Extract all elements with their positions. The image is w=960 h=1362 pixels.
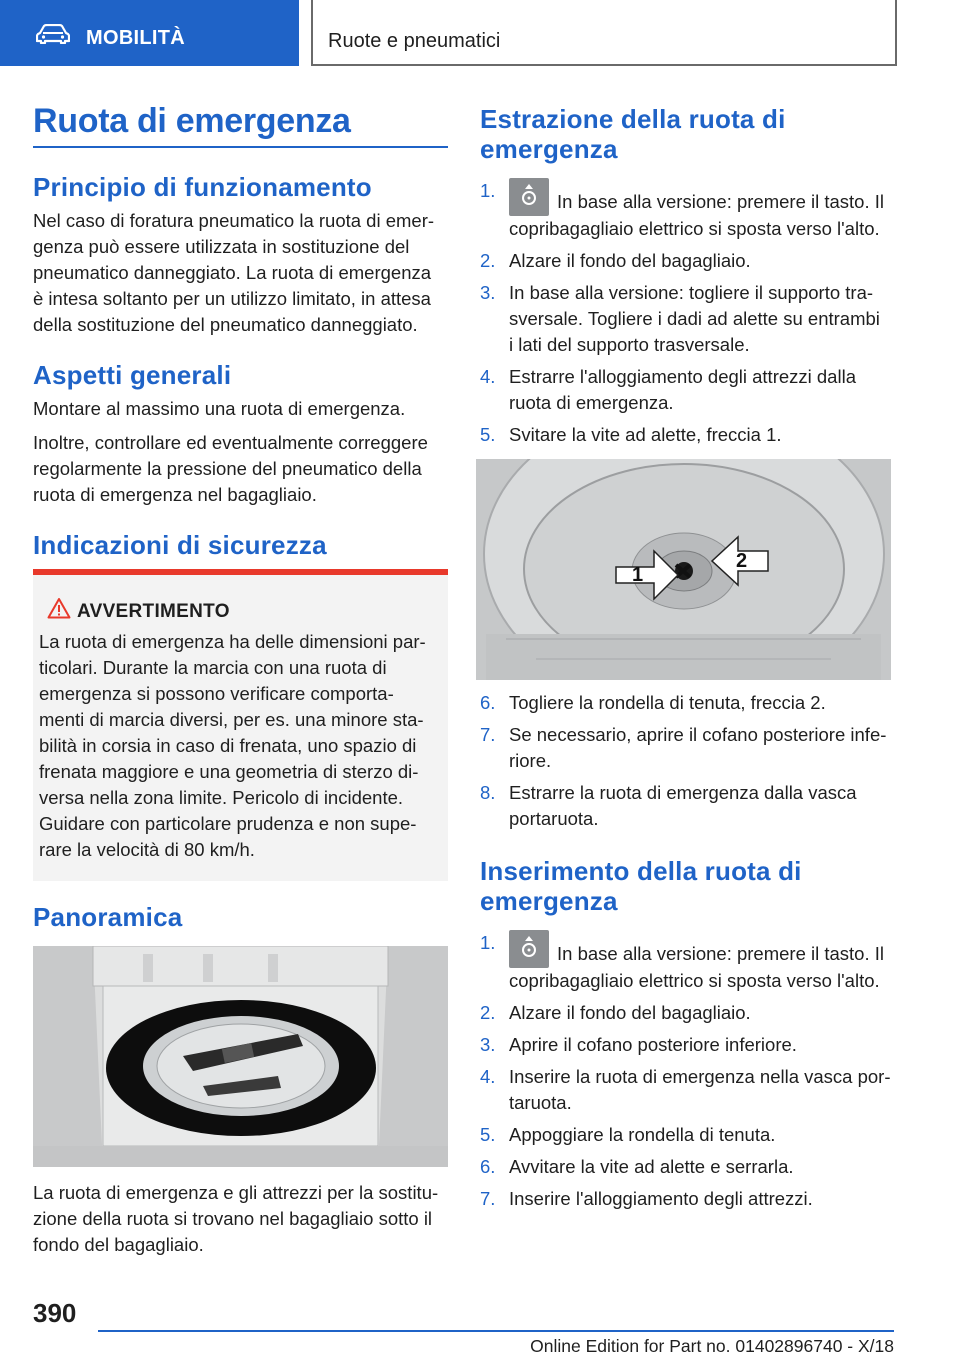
- text-line: pneumatico danneggiato. La ruota di emergenza: [33, 262, 432, 283]
- car-icon: [36, 24, 70, 44]
- list-item: [480, 930, 900, 994]
- heading-principio: Principio di funzionamento: [33, 172, 372, 202]
- page-number: 390: [33, 1298, 77, 1328]
- text-line: è intesa soltanto per un utilizzo limitato, in attesa: [33, 288, 431, 309]
- step-text: riore.: [509, 750, 552, 771]
- step-number: 8.: [480, 782, 496, 803]
- section-label: MOBILITÀ: [86, 27, 186, 49]
- list-item: [480, 1186, 900, 1212]
- inserimento-steps: [480, 930, 900, 1218]
- panoramica-caption: [33, 1180, 453, 1258]
- text-line: Guidare con particolare prudenza e non supe-: [39, 813, 417, 834]
- list-item: [480, 248, 900, 274]
- step-text: Se necessario, aprire il cofano posteriore infe-: [509, 724, 887, 745]
- text-line: Nel caso di foratura pneumatico la ruota di emer-: [33, 210, 435, 231]
- breadcrumb-text: Ruote e pneumatici: [328, 30, 501, 52]
- text-line: ruota di emergenza nel bagagliaio.: [33, 484, 317, 505]
- aspetti-text: [33, 396, 453, 508]
- step-text: Togliere la rondella di tenuta, freccia 2.: [509, 692, 826, 713]
- step-text: Avvitare la vite ad alette e serrarla.: [509, 1156, 794, 1177]
- text-line: La ruota di emergenza e gli attrezzi per la sostitu-: [33, 1182, 439, 1203]
- text-line: Inoltre, controllare ed eventualmente correggere: [33, 432, 428, 453]
- trunk-button-key-icon: [509, 178, 549, 216]
- step-text: ruota di emergenza.: [509, 392, 674, 413]
- list-item: [480, 280, 900, 358]
- text-line: rare la velocità di 80 km/h.: [39, 839, 255, 860]
- step-text: sversale. Togliere i dadi ad alette su entrambi: [509, 308, 880, 329]
- list-item: [480, 1154, 900, 1180]
- warning-box: [33, 569, 448, 881]
- footer-divider: [98, 1330, 894, 1332]
- heading-line: Estrazione della ruota di: [480, 104, 786, 134]
- step-text: i lati del supporto trasversale.: [509, 334, 750, 355]
- step-text: Alzare il fondo del bagagliaio.: [509, 250, 751, 271]
- text-line: versa nella zona limite. Pericolo di incidente.: [39, 787, 404, 808]
- step-text: Appoggiare la rondella di tenuta.: [509, 1124, 776, 1145]
- breadcrumb: [311, 0, 897, 66]
- text-line: frenata maggiore e una geometria di sterzo di-: [39, 761, 419, 782]
- step-number: 1.: [480, 932, 496, 953]
- step-text: Alzare il fondo del bagagliaio.: [509, 1002, 751, 1023]
- trunk-spare-wheel-image: [33, 946, 448, 1167]
- warning-triangle-icon: [47, 597, 71, 619]
- heading-estrazione: [480, 104, 900, 164]
- heading-inserimento: [480, 856, 900, 916]
- step-number: 4.: [480, 1066, 496, 1087]
- heading-line: emergenza: [480, 886, 618, 916]
- text-line: menti di marcia diversi, per es. una minore sta-: [39, 709, 424, 730]
- list-item: [480, 1122, 900, 1148]
- heading-line: emergenza: [480, 134, 618, 164]
- step-number: 6.: [480, 692, 496, 713]
- list-item: [480, 422, 900, 448]
- text-line: regolarmente la pressione del pneumatico della: [33, 458, 422, 479]
- estrazione-steps-a: [480, 178, 900, 454]
- heading-aspetti: Aspetti generali: [33, 360, 232, 390]
- step-text: copribagagliaio elettrico si sposta verso l'alto.: [509, 970, 880, 991]
- page-title: Ruota di emergenza: [33, 102, 351, 140]
- trunk-button-key-icon: [509, 930, 549, 968]
- step-number: 6.: [480, 1156, 496, 1177]
- step-text: Estrarre la ruota di emergenza dalla vasca: [509, 782, 857, 803]
- wheel-illustration: [476, 459, 891, 680]
- section-tab: [0, 0, 299, 66]
- text-line: bilità in corsia in caso di frenata, uno spazio di: [39, 735, 417, 756]
- step-number: 4.: [480, 366, 496, 387]
- step-text: In base alla versione: premere il tasto. Il: [557, 943, 884, 964]
- step-text: Estrarre l'alloggiamento degli attrezzi dalla: [509, 366, 856, 387]
- step-text: taruota.: [509, 1092, 572, 1113]
- step-number: 2.: [480, 1002, 496, 1023]
- list-item: [480, 364, 900, 416]
- spare-wheel-detail-image: [476, 459, 891, 680]
- list-item: [480, 1032, 900, 1058]
- step-number: 5.: [480, 424, 496, 445]
- warning-title: AVVERTIMENTO: [77, 601, 230, 622]
- step-text: In base alla versione: premere il tasto. Il: [557, 191, 884, 212]
- principio-text: [33, 208, 453, 338]
- step-text: Inserire la ruota di emergenza nella vasca por-: [509, 1066, 891, 1087]
- text-line: emergenza si possono verificare comporta-: [39, 683, 394, 704]
- step-text: Inserire l'alloggiamento degli attrezzi.: [509, 1188, 813, 1209]
- text-line: zione della ruota si trovano nel bagagliaio sotto il: [33, 1208, 433, 1229]
- step-number: 7.: [480, 724, 496, 745]
- list-item: [480, 1064, 900, 1116]
- list-item: [480, 780, 900, 832]
- text-line: La ruota di emergenza ha delle dimensioni par-: [39, 631, 426, 652]
- step-number: 3.: [480, 282, 496, 303]
- list-item: [480, 1000, 900, 1026]
- text-line: della sostituzione del pneumatico danneggiato.: [33, 314, 418, 335]
- step-text: Aprire il cofano posteriore inferiore.: [509, 1034, 797, 1055]
- figure-label-2: 2: [736, 550, 748, 572]
- list-item: [480, 722, 900, 774]
- step-text: Svitare la vite ad alette, freccia 1.: [509, 424, 782, 445]
- text-line: ticolari. Durante la marcia con una ruota di: [39, 657, 387, 678]
- trunk-illustration: [33, 946, 448, 1167]
- step-text: copribagagliaio elettrico si sposta verso l'alto.: [509, 218, 880, 239]
- step-number: 3.: [480, 1034, 496, 1055]
- warning-text: [39, 629, 443, 863]
- figure-label-1: 1: [632, 564, 644, 586]
- step-number: 5.: [480, 1124, 496, 1145]
- text-line: fondo del bagagliaio.: [33, 1234, 204, 1255]
- text-line: genza può essere utilizzata in sostituzione del: [33, 236, 410, 257]
- estrazione-steps-b: [480, 690, 900, 838]
- step-number: 7.: [480, 1188, 496, 1209]
- heading-sicurezza: Indicazioni di sicurezza: [33, 530, 327, 560]
- step-text: In base alla versione: togliere il supporto tra-: [509, 282, 874, 303]
- step-text: portaruota.: [509, 808, 599, 829]
- list-item: [480, 690, 900, 716]
- step-number: 1.: [480, 180, 496, 201]
- title-divider: [33, 146, 448, 148]
- step-number: 2.: [480, 250, 496, 271]
- list-item: [480, 178, 900, 242]
- heading-panoramica: Panoramica: [33, 902, 183, 932]
- heading-line: Inserimento della ruota di: [480, 856, 802, 886]
- footer-edition: Online Edition for Part no. 01402896740 - X/18: [530, 1336, 894, 1356]
- text-line: Montare al massimo una ruota di emergenza.: [33, 398, 406, 419]
